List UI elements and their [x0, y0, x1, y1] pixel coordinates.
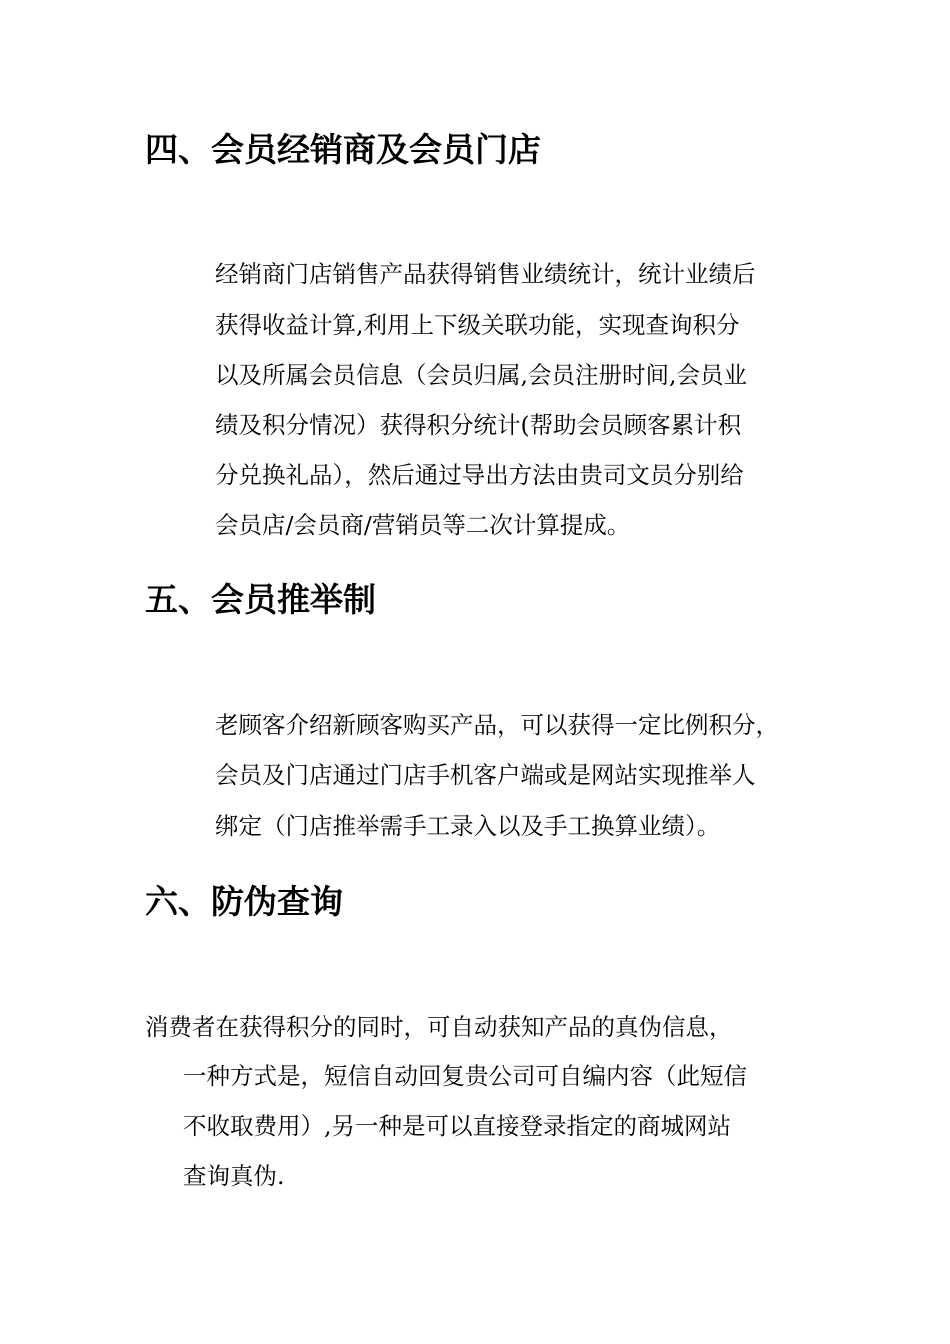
paragraph-line: 绩及积分情况）获得积分统计(帮助会员顾客累计积 — [215, 411, 742, 439]
paragraph-line: 以及所属会员信息（会员归属,会员注册时间,会员业 — [215, 361, 747, 389]
paragraph-line: 会员及门店通过门店手机客户端或是网站实现推举人 — [215, 761, 756, 789]
paragraph-line: 获得收益计算,利用上下级关联功能，实现查询积分 — [215, 311, 740, 339]
paragraph-line: 一种方式是，短信自动回复贵公司可自编内容（此短信 — [183, 1062, 747, 1090]
section-heading-4: 四、会员经销商及会员门店 — [145, 130, 541, 169]
paragraph-line: 经销商门店销售产品获得销售业绩统计，统计业绩后 — [215, 260, 756, 288]
paragraph-line: 消费者在获得积分的同时，可自动获知产品的真伪信息， — [145, 1013, 733, 1041]
section-heading-6: 六、防伪查询 — [145, 882, 343, 921]
paragraph-line: 会员店/会员商/营销员等二次计算提成。 — [215, 511, 631, 539]
paragraph-line: 老顾客介绍新顾客购买产品，可以获得一定比例积分， — [215, 711, 779, 739]
paragraph-line: 绑定（门店推举需手工录入以及手工换算业绩）。 — [215, 812, 721, 840]
section-heading-5: 五、会员推举制 — [145, 580, 376, 619]
paragraph-line: 分兑换礼品），然后通过导出方法由贵司文员分别给 — [215, 461, 744, 489]
paragraph-line: 不收取费用）,另一种是可以直接登录指定的商城网站 — [183, 1112, 731, 1140]
paragraph-line: 查询真伪. — [183, 1162, 285, 1190]
